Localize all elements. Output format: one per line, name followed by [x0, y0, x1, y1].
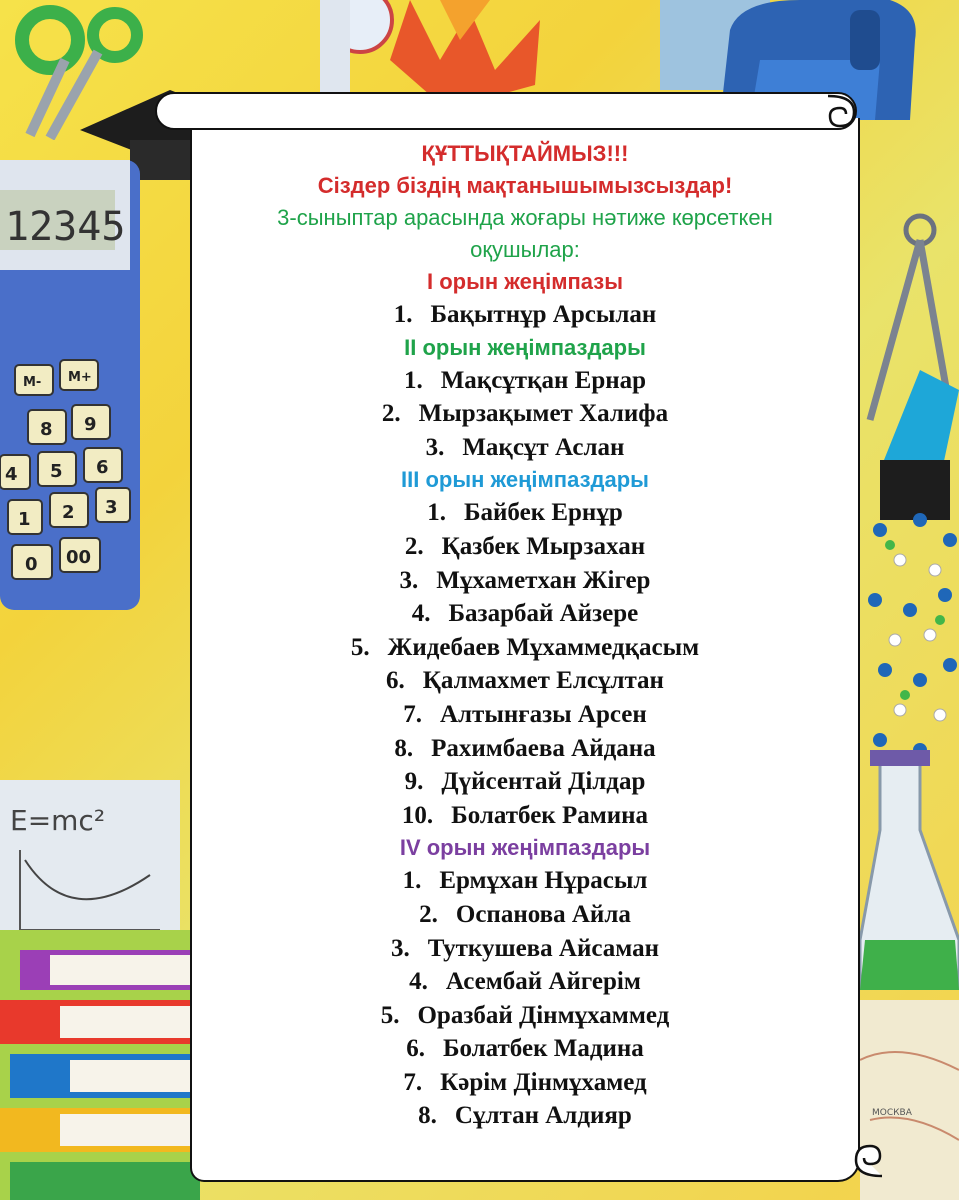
winner-number: 2.	[381, 400, 401, 428]
scroll-curl-top-icon	[818, 92, 858, 132]
svg-text:6: 6	[96, 457, 109, 478]
svg-text:2: 2	[62, 502, 75, 523]
intro-line-2: оқушылар:	[470, 237, 580, 262]
winner-row	[190, 496, 860, 530]
calculator-display: 12345	[5, 204, 126, 250]
svg-text:4: 4	[5, 464, 18, 485]
winner-name: Мұхаметхан Жігер	[436, 566, 651, 594]
winner-number: 10.	[401, 801, 434, 829]
winner-name: Оспанова Айла	[455, 900, 631, 928]
formula-chart-icon	[0, 780, 180, 950]
winner-number: 6.	[386, 667, 405, 695]
winner-row	[190, 1099, 860, 1133]
winner-number: 4.	[411, 600, 431, 628]
winner-row	[190, 530, 860, 564]
winner-name: Сұлтан Алдияр	[454, 1102, 632, 1130]
place-heading-1: І орын жеңімпазы	[426, 269, 624, 294]
calculator-icon	[0, 160, 140, 610]
svg-text:M-: M-	[23, 375, 42, 390]
winner-row	[190, 799, 860, 833]
svg-text:00: 00	[66, 547, 92, 568]
winner-row	[190, 431, 860, 465]
winner-name: Дүйсентай Ділдар	[441, 768, 646, 796]
scroll-curl-bottom-icon	[852, 1140, 892, 1180]
map-label: МОСКВА	[872, 1108, 912, 1118]
winner-name: Болатбек Мадина	[442, 1035, 644, 1063]
svg-text:5: 5	[50, 461, 63, 482]
svg-text:0: 0	[25, 554, 38, 575]
winner-row	[190, 732, 860, 766]
svg-text:3: 3	[105, 497, 118, 518]
winner-row	[190, 932, 860, 966]
winner-name: Алтынғазы Арсен	[439, 700, 647, 728]
place-heading-3: ІІІ орын жеңімпаздары	[401, 467, 649, 493]
flask-icon	[860, 740, 959, 990]
winner-name: Кәрім Дінмұхамед	[440, 1068, 647, 1096]
winner-name: Болатбек Рамина	[451, 801, 649, 829]
winner-row	[190, 698, 860, 732]
winner-number: 1.	[393, 301, 413, 328]
winner-row	[190, 664, 860, 698]
winner-number: 1.	[427, 499, 446, 527]
books-stack-icon	[0, 930, 200, 1200]
winner-number: 8.	[394, 734, 414, 762]
winner-row	[190, 999, 860, 1033]
winner-name: Байбек Ернұр	[464, 499, 623, 527]
announcement-content	[190, 138, 860, 1133]
scroll-top-roll	[155, 92, 857, 130]
winner-name: Жидебаев Мұхаммедқасым	[387, 633, 700, 661]
winner-row	[190, 298, 860, 332]
svg-text:1: 1	[18, 509, 31, 530]
winner-name: Ермұхан Нұрасыл	[439, 867, 648, 895]
winner-name: Бақытнұр Арсылан	[430, 301, 657, 328]
winner-name: Қазбек Мырзахан	[441, 532, 646, 560]
winner-row	[190, 631, 860, 665]
place-heading-2: ІІ орын жеңімпаздары	[404, 334, 646, 360]
winners-list	[190, 266, 860, 1133]
winner-number: 1.	[402, 867, 422, 895]
winner-row	[190, 564, 860, 598]
proud-subtitle: Сіздер біздің мақтанышымызсыздар!	[317, 173, 733, 198]
winner-name: Мырзақымет Халифа	[418, 400, 669, 428]
winner-name: Оразбай Дінмұхаммед	[417, 1001, 670, 1029]
winner-number: 3.	[399, 566, 419, 594]
winner-row	[190, 864, 860, 898]
winner-row	[190, 597, 860, 631]
winner-number: 3.	[425, 433, 445, 461]
winner-number: 2.	[404, 532, 424, 560]
winner-name: Туткушева Айсаман	[427, 934, 660, 962]
winner-name: Мақсұт Аслан	[462, 433, 625, 461]
winner-number: 5.	[350, 633, 370, 661]
winner-name: Мақсұтқан Ернар	[440, 366, 647, 394]
winner-number: 3.	[390, 934, 410, 962]
winner-number: 9.	[404, 768, 424, 796]
winner-number: 7.	[403, 1068, 423, 1096]
intro-line-1: 3-сыныптар арасында жоғары нәтиже көрсеткен	[277, 205, 773, 230]
marker-icon	[860, 360, 959, 520]
winner-number: 5.	[380, 1001, 400, 1029]
svg-text:9: 9	[84, 414, 97, 435]
winner-row	[190, 765, 860, 799]
winner-name: Қалмахмет Елсұлтан	[422, 667, 664, 695]
winner-row	[190, 397, 860, 431]
congratulations-title: ҚҰТТЫҚТАЙМЫЗ!!!	[421, 141, 629, 166]
winner-row	[190, 364, 860, 398]
winner-row	[190, 1032, 860, 1066]
winner-number: 7.	[403, 700, 422, 728]
winner-name: Асембай Айгерім	[445, 968, 641, 996]
svg-text:8: 8	[40, 419, 53, 440]
winner-number: 8.	[418, 1102, 437, 1130]
winner-row	[190, 898, 860, 932]
winner-number: 2.	[419, 900, 438, 928]
winner-row	[190, 1066, 860, 1100]
place-heading-4: IV орын жеңімпаздары	[399, 835, 651, 861]
winner-number: 6.	[406, 1035, 425, 1063]
winner-name: Рахимбаева Айдана	[431, 734, 656, 762]
winner-number: 4.	[409, 968, 428, 996]
winner-name: Базарбай Айзере	[448, 600, 639, 628]
formula-text: E=mc²	[10, 804, 106, 837]
svg-text:M+: M+	[68, 370, 92, 385]
winner-row	[190, 965, 860, 999]
winner-number: 1.	[403, 366, 423, 394]
